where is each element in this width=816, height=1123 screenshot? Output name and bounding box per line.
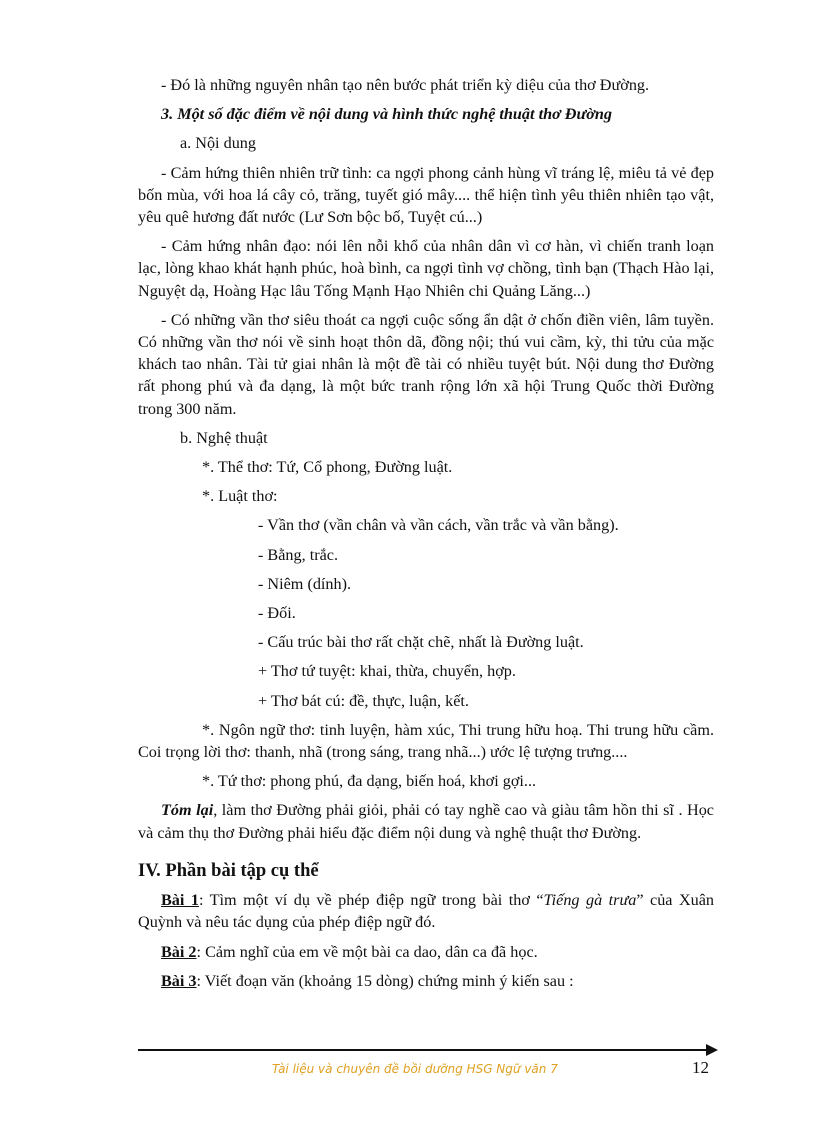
rule-structure: - Cấu trúc bài thơ rất chặt chẽ, nhất là Đường luật. <box>258 633 584 652</box>
footer-rule <box>138 1049 710 1051</box>
rule-octave: + Thơ bát cú: đề, thực, luận, kết. <box>258 691 469 710</box>
exercise-2-text: : Cảm nghĩ của em về một bài ca dao, dân ca đã học. <box>196 942 538 961</box>
section-heading-exercises: IV. Phần bài tập cụ thể <box>138 860 319 881</box>
paragraph-nature: - Cảm hứng thiên nhiên trữ tình: ca ngợi phong cảnh hùng vĩ tráng lệ, miêu tả vẻ đẹp bốn mùa, với hoa lá cây cỏ, trăng, tuyết gió mây.... thể hiện tình yêu thiên nhiên tạo vật, yêu quê hương đất nước (Lư Sơn bộc bố, Tuyệt cú...) <box>138 163 714 227</box>
exercise-3-text: : Viết đoạn văn (khoảng 15 dòng) chứng minh ý kiến sau : <box>196 971 574 990</box>
summary-text: , làm thơ Đường phải giỏi, phải có tay nghề cao và giàu tâm hồn thi sĩ . Học và cảm thụ thơ Đường phải hiểu đặc điểm nội dung và nghệ thuật thơ Đường. <box>138 801 714 842</box>
exercise-2 <box>138 941 714 963</box>
exercise-1 <box>138 889 714 933</box>
exercise-3-label: Bài 3 <box>161 971 197 990</box>
subheading-art: b. Nghệ thuật <box>180 428 268 447</box>
exercise-1-pre: : Tìm một ví dụ về phép điệp ngữ trong bài thơ “ <box>198 891 544 910</box>
paragraph-summary <box>138 799 714 843</box>
item-poetry-idea: *. Tứ thơ: phong phú, đa dạng, biến hoá, khơi gợi... <box>202 772 537 791</box>
subheading-content: a. Nội dung <box>180 134 256 153</box>
exercise-2-label: Bài 2 <box>161 942 197 961</box>
rule-rhyme: - Vần thơ (vần chân và vần cách, vần trắc và vần bằng). <box>258 516 619 535</box>
exercise-3 <box>138 970 714 992</box>
summary-label: Tóm lại <box>161 801 214 820</box>
paragraph-conclusion-line: - Đó là những nguyên nhân tạo nên bước phát triển kỳ diệu của thơ Đường. <box>161 76 650 94</box>
item-poetry-form: *. Thể thơ: Tứ, Cổ phong, Đường luật. <box>202 458 453 477</box>
item-poetry-language: *. Ngôn ngữ thơ: tinh luyện, hàm xúc, Thi trung hữu hoạ. Thi trung hữu cầm. Coi trọng lời thơ: thanh, nhã (trong sáng, trang nhã...) ước lệ tượng trưng.... <box>138 720 714 762</box>
exercise-1-post: ” của Xuân Quỳnh và nêu tác dụng của phép điệp ngữ đó. <box>138 891 715 932</box>
exercise-1-poem-title: Tiếng gà trưa <box>543 891 637 910</box>
footer-arrow-icon <box>706 1044 718 1056</box>
footer-title: Tài liệu và chuyên đề bồi dưỡng HSG Ngữ văn 7 <box>272 1062 558 1076</box>
exercise-1-label: Bài 1 <box>161 891 199 910</box>
document-body <box>138 74 714 999</box>
heading-section-3: 3. Một số đặc điểm về nội dung và hình thức nghệ thuật thơ Đường <box>161 105 612 124</box>
rule-quatrain: + Thơ tứ tuyệt: khai, thừa, chuyển, hợp. <box>258 662 516 681</box>
rule-niem: - Niêm (dính). <box>258 574 352 593</box>
paragraph-leisure: - Có những vần thơ siêu thoát ca ngợi cuộc sống ẩn dật ở chốn điền viên, lâm tuyền. Có những vần thơ nói về sinh hoạt thôn dã, đồng nội; thú vui cầm, kỳ, thi tửu của mặc khách tao nhân. Tài tử giai nhân là một đề tài có nhiều tuyệt bút. Nội dung thơ Đường rất phong phú và đa dạng, là một bức tranh rộng lớn xã hội Trung Quốc thời Đường trong 300 năm. <box>138 310 714 418</box>
rule-parallel: - Đối. <box>258 604 296 623</box>
rule-tone: - Bằng, trắc. <box>258 545 339 564</box>
item-poetry-rules: *. Luật thơ: <box>202 487 278 506</box>
page-number: 12 <box>692 1058 709 1077</box>
paragraph-humanity: - Cảm hứng nhân đạo: nói lên nỗi khổ của nhân dân vì cơ hàn, vì chiến tranh loạn lạc, lòng khao khát hạnh phúc, hoà bình, ca ngợi tình vợ chồng, tình bạn (Thạch Hào lại, Nguyệt dạ, Hoàng Hạc lâu Tống Mạnh Hạo Nhiên chi Quảng Lăng...) <box>138 237 714 300</box>
